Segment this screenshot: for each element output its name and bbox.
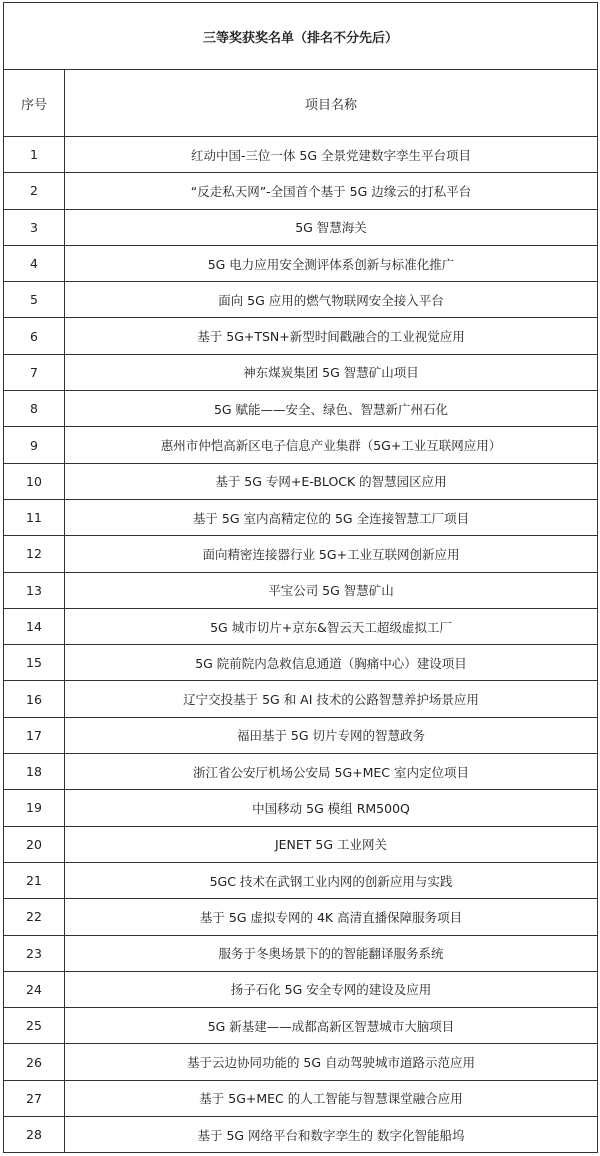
row-index: 2 <box>4 173 65 209</box>
header-project-name: 项目名称 <box>65 70 598 137</box>
award-table <box>3 2 598 1153</box>
table-row <box>4 245 598 281</box>
title-row <box>4 3 598 70</box>
row-project-name: 惠州市仲恺高新区电子信息产业集群（5G+工业互联网应用） <box>65 427 598 463</box>
row-index: 15 <box>4 645 65 681</box>
table-row <box>4 209 598 245</box>
row-index: 6 <box>4 318 65 354</box>
table-row <box>4 499 598 535</box>
row-index: 20 <box>4 826 65 862</box>
row-project-name: 基于 5G 室内高精定位的 5G 全连接智慧工厂项目 <box>65 499 598 535</box>
row-project-name: 基于 5G+MEC 的人工智能与智慧课堂融合应用 <box>65 1080 598 1116</box>
row-index: 1 <box>4 137 65 173</box>
row-index: 28 <box>4 1117 65 1153</box>
table-row <box>4 971 598 1007</box>
table-row <box>4 536 598 572</box>
row-project-name: 5GC 技术在武钢工业内网的创新应用与实践 <box>65 862 598 898</box>
table-row <box>4 899 598 935</box>
row-index: 4 <box>4 245 65 281</box>
row-index: 3 <box>4 209 65 245</box>
row-project-name: JENET 5G 工业网关 <box>65 826 598 862</box>
row-project-name: 中国移动 5G 模组 RM500Q <box>65 790 598 826</box>
row-project-name: 基于 5G 专网+E-BLOCK 的智慧园区应用 <box>65 463 598 499</box>
row-project-name: 浙江省公安厅机场公安局 5G+MEC 室内定位项目 <box>65 754 598 790</box>
table-row <box>4 862 598 898</box>
row-index: 17 <box>4 717 65 753</box>
row-index: 12 <box>4 536 65 572</box>
row-index: 14 <box>4 608 65 644</box>
row-project-name: 5G 赋能——安全、绿色、智慧新广州石化 <box>65 391 598 427</box>
table-title: 三等奖获奖名单（排名不分先后） <box>4 3 598 70</box>
row-index: 23 <box>4 935 65 971</box>
row-project-name: 红动中国-三位一体 5G 全景党建数字孪生平台项目 <box>65 137 598 173</box>
table-row <box>4 1008 598 1044</box>
row-project-name: 面向 5G 应用的燃气物联网安全接入平台 <box>65 282 598 318</box>
row-index: 19 <box>4 790 65 826</box>
row-index: 18 <box>4 754 65 790</box>
row-project-name: 基于云边协同功能的 5G 自动驾驶城市道路示范应用 <box>65 1044 598 1080</box>
table-row <box>4 463 598 499</box>
row-project-name: 5G 城市切片+京东&智云天工超级虚拟工厂 <box>65 608 598 644</box>
row-project-name: 福田基于 5G 切片专网的智慧政务 <box>65 717 598 753</box>
table-row <box>4 608 598 644</box>
table-row <box>4 1044 598 1080</box>
row-index: 24 <box>4 971 65 1007</box>
table-row <box>4 427 598 463</box>
row-index: 8 <box>4 391 65 427</box>
row-index: 26 <box>4 1044 65 1080</box>
row-project-name: 平宝公司 5G 智慧矿山 <box>65 572 598 608</box>
table-row <box>4 790 598 826</box>
row-index: 25 <box>4 1008 65 1044</box>
row-project-name: 扬子石化 5G 安全专网的建设及应用 <box>65 971 598 1007</box>
table-row <box>4 681 598 717</box>
row-project-name: “反走私天网”-全国首个基于 5G 边缘云的打私平台 <box>65 173 598 209</box>
table-row <box>4 282 598 318</box>
row-index: 5 <box>4 282 65 318</box>
row-project-name: 面向精密连接器行业 5G+工业互联网创新应用 <box>65 536 598 572</box>
row-project-name: 5G 院前院内急救信息通道（胸痛中心）建设项目 <box>65 645 598 681</box>
row-project-name: 5G 智慧海关 <box>65 209 598 245</box>
table-row <box>4 1080 598 1116</box>
table-row <box>4 318 598 354</box>
row-index: 16 <box>4 681 65 717</box>
table-row <box>4 137 598 173</box>
table-row <box>4 935 598 971</box>
row-project-name: 神东煤炭集团 5G 智慧矿山项目 <box>65 354 598 390</box>
row-index: 7 <box>4 354 65 390</box>
row-project-name: 基于 5G+TSN+新型时间戳融合的工业视觉应用 <box>65 318 598 354</box>
row-index: 11 <box>4 499 65 535</box>
table-row <box>4 717 598 753</box>
table-row <box>4 754 598 790</box>
table-row <box>4 354 598 390</box>
table-row <box>4 572 598 608</box>
row-index: 27 <box>4 1080 65 1116</box>
table-row <box>4 1117 598 1153</box>
row-project-name: 辽宁交投基于 5G 和 AI 技术的公路智慧养护场景应用 <box>65 681 598 717</box>
row-index: 21 <box>4 862 65 898</box>
row-index: 9 <box>4 427 65 463</box>
table-row <box>4 826 598 862</box>
row-project-name: 5G 新基建——成都高新区智慧城市大脑项目 <box>65 1008 598 1044</box>
row-project-name: 5G 电力应用安全测评体系创新与标准化推广 <box>65 245 598 281</box>
row-project-name: 基于 5G 网络平台和数字孪生的 数字化智能船坞 <box>65 1117 598 1153</box>
table-row <box>4 173 598 209</box>
header-row <box>4 70 598 137</box>
row-project-name: 服务于冬奥场景下的的智能翻译服务系统 <box>65 935 598 971</box>
header-index: 序号 <box>4 70 65 137</box>
row-index: 13 <box>4 572 65 608</box>
row-project-name: 基于 5G 虚拟专网的 4K 高清直播保障服务项目 <box>65 899 598 935</box>
table-row <box>4 391 598 427</box>
row-index: 22 <box>4 899 65 935</box>
table-row <box>4 645 598 681</box>
row-index: 10 <box>4 463 65 499</box>
